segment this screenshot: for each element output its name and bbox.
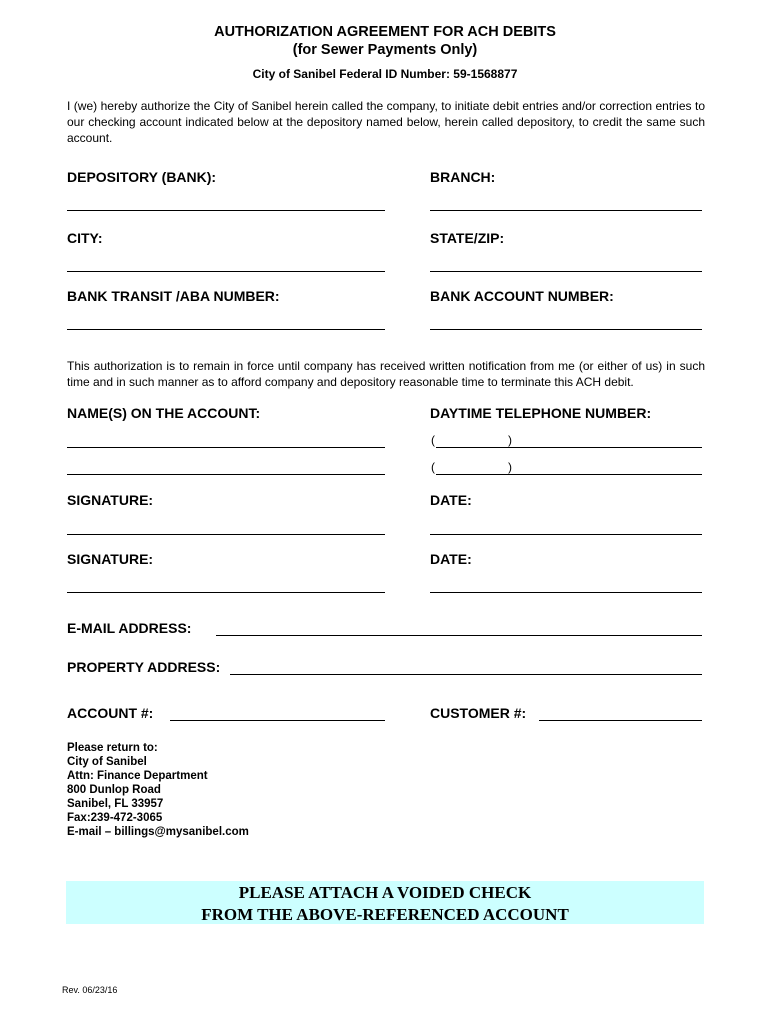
phone-2-open-paren: ( xyxy=(431,460,435,474)
date-1-label: DATE: xyxy=(430,492,472,508)
revision-date: Rev. 06/23/16 xyxy=(62,985,118,995)
customer-field[interactable] xyxy=(539,720,702,721)
account-number-field[interactable] xyxy=(430,329,702,330)
signature-1-label: SIGNATURE: xyxy=(67,492,154,508)
phone-label: DAYTIME TELEPHONE NUMBER: xyxy=(430,405,652,421)
return-line-6: Fax:239-472-3065 xyxy=(67,812,163,824)
return-address xyxy=(67,741,249,839)
date-2-label: DATE: xyxy=(430,551,472,567)
notice-line-2: FROM THE ABOVE-REFERENCED ACCOUNT xyxy=(201,905,569,924)
transit-field[interactable] xyxy=(67,329,385,330)
notice-line-1: PLEASE ATTACH A VOIDED CHECK xyxy=(238,883,532,902)
property-field[interactable] xyxy=(230,674,702,675)
form-subtitle: (for Sewer Payments Only) xyxy=(292,42,478,58)
account-number-label: BANK ACCOUNT NUMBER: xyxy=(430,288,614,304)
federal-id: City of Sanibel Federal ID Number: 59-1568877 xyxy=(252,67,518,81)
return-line-7: E-mail – billings@mysanibel.com xyxy=(67,826,249,838)
phone-2-close-paren: ) xyxy=(508,460,512,474)
account-field[interactable] xyxy=(170,720,385,721)
state-zip-label: STATE/ZIP: xyxy=(430,230,505,246)
name-field-1[interactable] xyxy=(67,447,385,448)
city-label: CITY: xyxy=(67,230,103,246)
city-field[interactable] xyxy=(67,271,385,272)
date-1-field[interactable] xyxy=(430,534,702,535)
customer-label: CUSTOMER #: xyxy=(430,705,527,721)
branch-label: BRANCH: xyxy=(430,169,496,185)
date-2-field[interactable] xyxy=(430,592,702,593)
email-label: E-MAIL ADDRESS: xyxy=(67,620,192,636)
names-label: NAME(S) ON THE ACCOUNT: xyxy=(67,405,261,421)
phone-1-close-paren: ) xyxy=(508,433,512,447)
transit-label: BANK TRANSIT /ABA NUMBER: xyxy=(67,288,280,304)
return-line-4: 800 Dunlop Road xyxy=(67,784,161,796)
branch-field[interactable] xyxy=(430,210,702,211)
intro-paragraph: I (we) hereby authorize the City of Sanibel herein called the company, to initiate debit entries and/or correction entries to our checking account indicated below at the depository named below, herein called depository, to credit the same such account. xyxy=(67,99,705,145)
account-label: ACCOUNT #: xyxy=(67,705,154,721)
return-line-3: Attn: Finance Department xyxy=(67,770,208,782)
voided-check-notice xyxy=(66,881,704,924)
return-line-2: City of Sanibel xyxy=(67,756,147,768)
depository-label: DEPOSITORY (BANK): xyxy=(67,169,217,185)
return-line-5: Sanibel, FL 33957 xyxy=(67,798,164,810)
state-zip-field[interactable] xyxy=(430,271,702,272)
authorization-note: This authorization is to remain in force until company has received written notification from me (or either of us) in such time and in such manner as to afford company and depository reasonable time to terminate this ACH debit. xyxy=(67,359,705,389)
form-title: AUTHORIZATION AGREEMENT FOR ACH DEBITS xyxy=(214,24,556,40)
signature-2-label: SIGNATURE: xyxy=(67,551,154,567)
depository-field[interactable] xyxy=(67,210,385,211)
property-label: PROPERTY ADDRESS: xyxy=(67,659,221,675)
return-line-1: Please return to: xyxy=(67,742,158,754)
phone-field-2[interactable] xyxy=(436,474,702,475)
signature-1-field[interactable] xyxy=(67,534,385,535)
name-field-2[interactable] xyxy=(67,474,385,475)
phone-field-1[interactable] xyxy=(436,447,702,448)
signature-2-field[interactable] xyxy=(67,592,385,593)
phone-1-open-paren: ( xyxy=(431,433,435,447)
email-field[interactable] xyxy=(216,635,702,636)
